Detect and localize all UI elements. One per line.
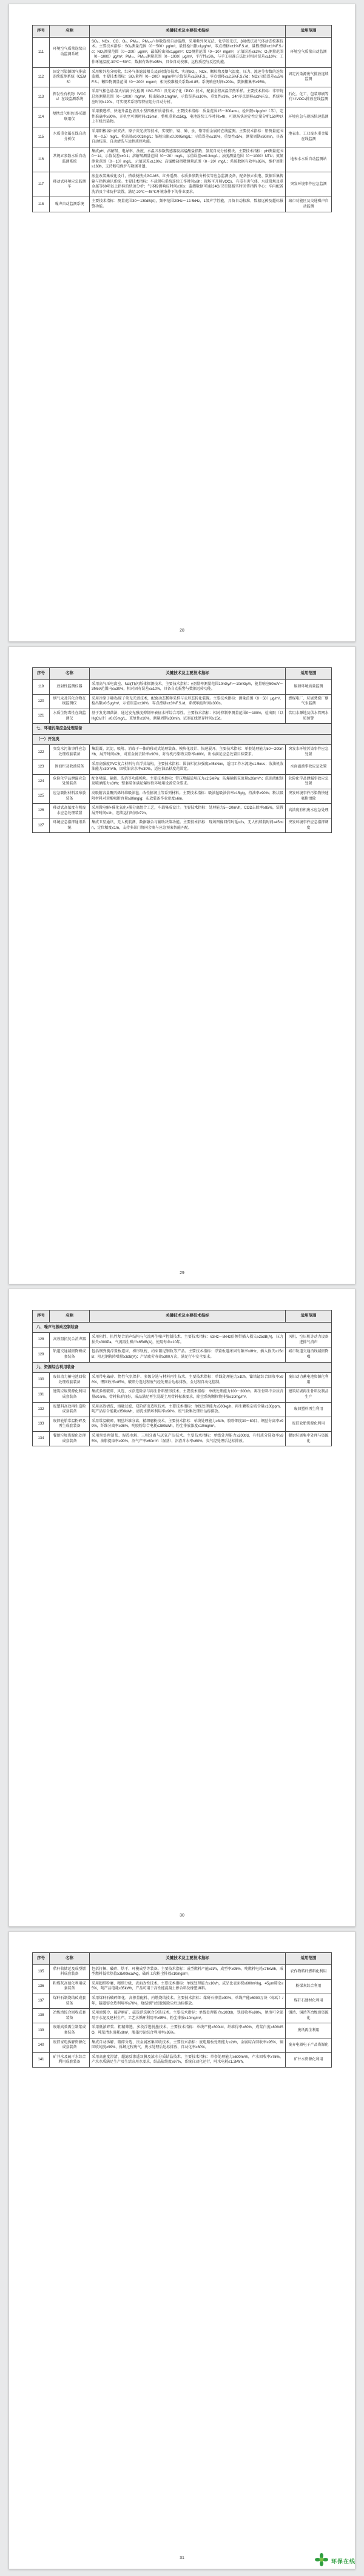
catalog-table [32, 1310, 332, 1446]
row-number-cell: 115 [33, 127, 50, 147]
name-cell: 高效阻抗复合消声器 [50, 1333, 90, 1347]
row-number-cell: 120 [33, 694, 50, 709]
watermark [314, 2552, 356, 2570]
name-cell: 移动式高浓度有机废水应急处理装置 [50, 804, 90, 818]
catalog-table [32, 667, 332, 833]
table-row [33, 1417, 332, 1431]
tech-spec-cell: 采用高气压电离室、NaI(Tl)闪烁体探测技术。主要技术指标：γ剂量率测量范围10nGy/h～10mGy/h，能量响应50keV～3MeV范围内≤±30%，相对固有误差≤±10%，具备自动报警与数据远传功能。 [90, 679, 286, 694]
tech-spec-cell: 底盘改装集成化设计，搭载便携式GC-MS、红外遥测、水质多参数分析仪等应急监测设备，配备独立供电、数据采集传输与指挥通讯系统。主要技术指标：车载供电系统连续工作时间≥8h；现场可开展VOCs、有毒有害气体、水质常规及重金属等60项以上指标的快速分析；气体检测响应时间≤30s；监测数据可通过4G/卫星链路实时回传指挥中心；车内配备洗消及个体防护装置，满足-20℃～45℃环境条件下的作业要求。 [90, 172, 286, 197]
name-cell: 环境空气质量连续自动监测系统 [50, 37, 90, 67]
row-number-cell: 118 [33, 197, 50, 212]
scope-cell: 钢渣、铜渣等冶炼渣资源化 [286, 2009, 332, 2023]
scope-cell: 突发环境事件应急指挥调度 [286, 818, 332, 833]
scope-cell: 危险化学品泄漏事故应急处置 [286, 774, 332, 789]
scope-cell: 粉煤灰综合利用 [286, 1979, 332, 1994]
name-cell: 噪声自动监测系统 [50, 197, 90, 212]
scope-cell: 餐厨垃圾集中处理与资源化 [286, 1431, 332, 1446]
tech-spec-cell: SO₂、NOx、CO、O₃、PM₁₀、PM₂.₅六参数连续自动监测，采用紫外荧光法、化学发光法、β射线法及气体动态校准技术。主要技术指标：SO₂测量范围（0～500）μg/m³，最低检出限≤1μg/m³，零点漂移≤±1%F.S./d，量程漂移≤±1%F.S./d；NO₂测量范围（0～200）μg/m³，最低检出限≤1μg/m³；CO测量范围（0～10）mg/m³，示值误差≤±2%；O₃测量范围（0～1000）μg/m³；PM₁₀、PM₂.₅测量范围（0～1000）μg/m³，平行性≤5%，与手工标准方法比对相对误差≤±10%；工作环境温度-30℃～50℃；数据有效率≥95%，具备自动校准、远程质控与反控功能。 [90, 37, 286, 67]
page [8, 1931, 356, 2569]
row-number-cell: 111 [33, 37, 50, 67]
header-row [33, 1310, 332, 1323]
name-cell: 煤矸石制烧结砖成套装备 [50, 1994, 90, 2008]
scope-cell: 突发水环境污染事件应急处置 [286, 745, 332, 760]
row-number-cell: 121 [33, 709, 50, 723]
scope-cell: 水面溢油事故应急处置 [286, 760, 332, 774]
tech-spec-cell: 集成pH、溶解氧、电导率、浊度、水温五参数传感器及高锰酸盐指数、氨氮自动分析模块。主要技术指标：pH测量范围0～14，示值误差≤±0.1；溶解氧测量范围（0～20）mg/L，示值误差≤±0.3mg/L；浊度测量范围（0～1000）NTU；氨氮测量范围（0～10）mg/L，示值误差≤±10%；高锰酸盐指数测量范围（0～20）mg/L；系统数据有效率≥95%，维护周期≥168h，支持断电保护与数据补遗。 [90, 147, 286, 172]
column-header: 关键技术及主要技术指标 [90, 1310, 286, 1323]
column-header: 适用范围 [286, 25, 332, 38]
tech-spec-cell: 采用气相色谱-氢火焰离子化检测（GC-FID）及光离子化（PID）技术，配套全程高温伴热采样。主要技术指标：非甲烷总烃测量范围（0～1000）mg/m³，检出限≤0.1mg/m³，示值误差≤±10%，重复性≤3%，24h零点漂移≤±3%F.S.，系统响应时间≤120s，可实现苯系物等特征组分自动分析。 [90, 87, 286, 107]
name-cell: 粉煤灰高值化利用成套装备 [50, 1979, 90, 1994]
name-cell: 矿井水及疏干水综合利用成套装备 [50, 2052, 90, 2067]
table-row [33, 760, 332, 774]
section-row [33, 724, 332, 735]
tech-spec-cell: 采用渣缓冷、破碎磨矿、磁选浮选联合分选技术。主要技术指标：单线处理能力≥100t/h，铁回收率≥90%，尾渣可全部用于水泥及建材生产，工艺水循环利用率≥95%，粉尘排放≤10mg/m³。 [90, 2009, 286, 2023]
scope-cell: 城市轨道交通沿线减振降噪 [286, 1347, 332, 1362]
row-number-cell: 122 [33, 745, 50, 760]
section-row [33, 1322, 332, 1333]
table-row [33, 709, 332, 723]
table-row [33, 2038, 332, 2052]
table-row [33, 1373, 332, 1387]
row-number-cell: 134 [33, 1431, 50, 1446]
section-title: 七、环境污染应急处理装备 [33, 724, 332, 735]
tech-spec-cell: 包括钢弹簧浮置板道床、梯形轨枕、约束阻尼钢轨等产品。主要技术指标：浮置板道床固有频率≤8Hz，插入损失≥15dB；阻尼钢轨降噪量≥3dB(A)；产品疲劳寿命≥300万次，满足行车安全要求。 [90, 1347, 286, 1362]
scope-cell: 地表水水质自动监测站 [286, 147, 332, 172]
table-row [33, 2009, 332, 2023]
tech-spec-cell: 采用煤矸石破碎细化、高掺量配料、内燃烧结技术。主要技术指标：煤矸石掺量≥90%，单线产能≥6000万块（标砖）/年，隧道窑余热利用率≥70%，烧结烟气经脱硫除尘后达标排放。 [90, 1994, 286, 2008]
tech-spec-cell: 集混凝、沉淀、吸附、消毒于一体的移动式处理装备，模块化设计、快速展开。主要技术指标：单套处理能力50～200m³/h，展开时间≤2h，对重金属去除率≥90%，对有机污染物去除率≥80%，出水满足应急处置目标要求。 [90, 745, 286, 760]
column-header: 序号 [33, 668, 50, 680]
name-cell: 挥发性有机物（VOCs）在线监测系统 [50, 87, 90, 107]
eco-flower-icon [314, 2552, 329, 2570]
scope-cell: 废弃电器电子产品资源化 [286, 2038, 332, 2052]
catalog-table [32, 1952, 332, 2068]
name-cell: 移动式环境应急监测车 [50, 172, 90, 197]
name-cell: 围油栏及收油装备 [50, 760, 90, 774]
scope-cell: 风机、空压机等动力设备进排气消声 [286, 1333, 332, 1347]
tech-spec-cell: 高吸附容量聚丙烯纤维吸油毡、改性膨润土等系列材料。主要技术指标：吸油毡吸油倍率≥15g/g，持油率≥90%；粉状吸附材料对苯酚吸附容量≥80mg/g；布放装备作业宽度≥6m。 [90, 789, 286, 803]
tech-spec-cell: 主要技术指标：测量范围30～130dB(A)，频率范围20Hz～12.5kHz，1级声学性能，具备自动校准、数据远传及超标报警功能。 [90, 197, 286, 212]
row-number-cell: 131 [33, 1387, 50, 1402]
tech-spec-cell: 采用超细粉磨、精细分级、表面改性技术。主要技术指标：单线处理能力≥10t/h，成品比表面积≥600m²/kg，45μm筛余≤5%，吨产品电耗≤35kWh，产品可用于高性能混凝土掺合料及橡塑填料。 [90, 1979, 286, 1994]
row-number-cell: 112 [33, 67, 50, 87]
row-number-cell: 125 [33, 789, 50, 803]
name-cell: 废塑料高效再生造粒成套装备 [50, 1402, 90, 1417]
name-cell: 危险化学品泄漏应急处置装备 [50, 774, 90, 789]
tech-spec-cell: 集成自动拆解、破碎分选、贵金属富集回收技术。主要技术指标：废电路板处理能力≥2t/h，金属综合回收率≥95%，铜回收纯度≥99%，拆解过程废气、废水处理后达标排放，自动化率≥80%。 [90, 2038, 286, 2052]
table-row [33, 1964, 332, 1979]
tech-spec-cell: 采用阻性、抗性复合消声结构与气流再生噪声控制技术。主要技术指标：63Hz～8kHz倍频带插入损失≥25dB(A)，压力损失≤300Pa，气流再生噪声≤65dB(A)，使用寿命≥10年。 [90, 1333, 286, 1347]
tech-spec-cell: 采用高效清洗、熔融过滤、双阶挤出造粒技术。主要技术指标：单线处理能力≥500kg/h，再生颗粒杂质含量≤100ppm，吨产品综合能耗≤350kWh，清洗水循环利用率≥90%，废气收集处理后达标排放。 [90, 1402, 286, 1417]
column-header: 名称 [50, 1953, 90, 1965]
table-row [33, 745, 332, 760]
header-row [33, 668, 332, 680]
scope-cell: 饮用水源地及供水管网水质预警 [286, 709, 332, 723]
scope-cell: 废纸再生利用 [286, 2023, 332, 2038]
tech-spec-cell: 配备堵漏、输转、洗消等功能模块。主要技术指标：带压堵漏适用压力≤2.5MPa；防爆输转泵流量≥20m³/h；洗消液配制及喷洒能力≥3t/h；整套装备满足爆炸性环境用设备安全要求。 [90, 774, 286, 789]
table-row [33, 774, 332, 789]
name-cell: 固定污染源烟气排放连续监测系统（CEMS） [50, 67, 90, 87]
tech-spec-cell: 采用常温破碎、钢丝纤维分离、精细磨粉技术。主要技术指标：单线处理能力≥3t/h，胶粉细度30～80目，钢丝分离率≥99%，纤维分离率≥98%，吨胶粉综合电耗≤280kWh，粉尘排放浓度≤10mg/m³。 [90, 1417, 286, 1431]
table-row [33, 679, 332, 694]
scope-cell: 废旧塑料再生利用 [286, 1402, 332, 1417]
table-row [33, 127, 332, 147]
tech-spec-cell: 基于发光细菌法，通过发光强度抑制率表征水样综合毒性。主要技术指标：相对抑制率测量范围0～100%，检出限（以HgCl₂计）≤0.05mg/L，重复性≤10%，测量周期≤30min，试剂在线保存时间≥15d。 [90, 709, 286, 723]
scope-cell: 环境应急与现场快速监测 [286, 107, 332, 127]
page [8, 646, 356, 1284]
name-cell: 废旧动力蓄电池回收处理成套装备 [50, 1373, 90, 1387]
column-header: 序号 [33, 1953, 50, 1965]
tech-spec-cell: 采用预处理制浆、湿热水解、三相分离与厌氧产沼技术。主要技术指标：单线处理能力≥200t/d，有机质分选效率≥95%，油脂提取率≥90%，沼气产率≥60m³/t（湿基），沼渣含水率≤60%，臭气经处理后达标排放。 [90, 1431, 286, 1446]
table-row [33, 2023, 332, 2038]
column-header: 关键技术及主要技术指标 [90, 1953, 286, 1965]
section-title: 九、资源综合利用装备 [33, 1362, 332, 1373]
table-row [33, 789, 332, 803]
scope-cell: 突发环境事件应急监测 [286, 172, 332, 197]
scope-cell: 地表水、工业废水重金属在线监测 [286, 127, 332, 147]
table-row [33, 1979, 332, 1994]
row-number-cell: 140 [33, 2038, 50, 2052]
scope-cell: 环境空气质量自动监测 [286, 37, 332, 67]
name-cell: 轨道交通减振降噪成套装备 [50, 1347, 90, 1362]
tech-spec-cell: 集成卫星通讯、无人机航测、数据融合与辅助决策功能。主要技术指标：现场图像回传时延≤2s，无人机续航时间≥45min，定位精度≤1m，支持多部门协同会商与应急预案智能匹配。 [90, 818, 286, 833]
table-row [33, 1347, 332, 1362]
name-cell: 便携式气相色谱-质谱联用仪 [50, 107, 90, 127]
row-number-cell: 127 [33, 818, 50, 833]
row-number-cell: 117 [33, 172, 50, 197]
scope-cell: 煤矸石建材化利用 [286, 1994, 332, 2008]
tech-spec-cell: 采用微电解+催化氧化+膜分离组合工艺，车载集成设计。主要技术指标：处理能力5～20m³/h，COD去除率≥85%，装置展开时间≤1h，连续运行时间≥72h。 [90, 804, 286, 818]
column-header: 名称 [50, 668, 90, 680]
name-cell: 常规五参数水质自动监测系统 [50, 147, 90, 172]
name-cell: 废纸高效再生制浆成套装备 [50, 2023, 90, 2038]
section-title: 八、噪声与振动控制装备 [33, 1322, 332, 1333]
tech-spec-cell: 包括打捆、破碎、烘干、环模成型等装备。主要技术指标：成型燃料产能≥3t/h，成型率≥95%，吨燃料电耗≤75kWh，成型燃料低位热值≥3500kcal/kg，破碎工段粉尘排放≤10mg/m³。 [90, 1964, 286, 1979]
name-cell: 环境应急指挥通讯系统 [50, 818, 90, 833]
tech-spec-cell: 采用阳极溶出伏安法、原子荧光法等技术，实现铅、镉、砷、汞、铬等重金属的在线监测。主要技术指标：铅测量范围（0～0.5）mg/L，检出限≤0.001mg/L；镉检出限≤0.0005mg/L；示值误差≤±10%，重复性≤5%，测量周期≤60min，具备自动校准、自动清洗与远程质控功能。 [90, 127, 286, 147]
row-number-cell: 116 [33, 147, 50, 172]
tech-spec-cell: 采用高强度PVC复合材料与自浮式结构。主要技术指标：围油栏抗拉强度≥45kN/m，适用工作水流速≤1.5m/s；收油机收油能力≥30m³/h，回收油含水率≤30%，适应油品粘度范围宽。 [90, 760, 286, 774]
row-number-cell: 141 [33, 2052, 50, 2067]
column-header: 名称 [50, 25, 90, 38]
section-title: （一）开发类 [33, 734, 332, 745]
table-row [33, 107, 332, 127]
section-row [33, 1362, 332, 1373]
row-number-cell: 128 [33, 1333, 50, 1347]
row-number-cell: 132 [33, 1402, 50, 1417]
scope-cell: 建筑垃圾再生骨料及制品生产 [286, 1387, 332, 1402]
row-number-cell: 133 [33, 1417, 50, 1431]
table-row [33, 818, 332, 833]
scope-cell: 废旧动力蓄电池资源化利用 [286, 1373, 332, 1387]
scope-cell: 高浓度有机废水应急处理 [286, 804, 332, 818]
scope-cell: 农作物秸秆燃料化利用 [286, 1964, 332, 1979]
column-header: 序号 [33, 1310, 50, 1323]
name-cell: 突发水污染事件应急处理成套装备 [50, 745, 90, 760]
row-number-cell: 126 [33, 804, 50, 818]
table-row [33, 67, 332, 87]
row-number-cell: 119 [33, 679, 50, 694]
name-cell: 应急吸附材料及布放装备 [50, 789, 90, 803]
table-row [33, 804, 332, 818]
page [8, 4, 356, 642]
header-row [33, 1953, 332, 1965]
page [8, 1289, 356, 1927]
name-cell: 废旧家电拆解资源化成套装备 [50, 2038, 90, 2052]
page-number: 30 [180, 1913, 184, 1918]
column-header: 关键技术及主要技术指标 [90, 25, 286, 38]
table-row [33, 1333, 332, 1347]
catalog-table [32, 25, 332, 212]
name-cell: 放射性监测仪器 [50, 679, 90, 694]
table-row [33, 2052, 332, 2067]
scope-cell: 矿井水资源化利用 [286, 2052, 332, 2067]
header-row [33, 25, 332, 38]
column-header: 适用范围 [286, 1953, 332, 1965]
row-number-cell: 139 [33, 2023, 50, 2038]
column-header: 序号 [33, 25, 50, 38]
tech-spec-cell: 采用紫外差分吸收、红外气体滤波相关及β射线等技术，实现SO₂、NOx、颗粒物及烟气温度、压力、流速等参数的连续监测。主要技术指标：SO₂量程（0～200）mg/m³时示值误差≤±5%F.S.，零点漂移≤±2.5%F.S./7d；NOx示值误差≤±5%F.S.；颗粒物测量范围（0～200）mg/m³，相关校准相关系数≥0.85；系统响应时间≤200s，数据捕集率≥95%。 [90, 67, 286, 87]
tech-spec-cell: 集成多级破碎、风选、水浮选除杂与再生骨料整形技术。主要技术指标：单线处理能力100～300t/h，再生骨料中杂质含量≤0.5%，骨料粒形良好，成品满足再生混凝土用骨料标准要求，除尘系统颗粒物排放≤10mg/m³。 [90, 1387, 286, 1402]
row-number-cell: 129 [33, 1347, 50, 1362]
watermark-text: 环保在线 [331, 2558, 356, 2564]
table-row [33, 37, 332, 67]
name-cell: 废旧轮胎常温粉碎及再生成套装备 [50, 1417, 90, 1431]
table-row [33, 1387, 332, 1402]
tech-spec-cell: 采用带电破碎、惰性气氛保护、多级分选与材料再生技术。主要技术指标：单线处理能力≥1t/h，镍钴锰综合回收率≥98%，锂回收率≥85%，破碎分选过程废气经处理后达标排放，全过程自动化控制。 [90, 1373, 286, 1387]
name-cell: 烟气汞及其化合物在线监测仪 [50, 694, 90, 709]
scope-cell: 燃煤电厂、垃圾焚烧厂烟气汞监测 [286, 694, 332, 709]
tech-spec-cell: 采用高密度澄清、超滤反渗透双膜及浓水分质结晶技术。主要技术指标：单套处理能力≥500m³/h，产水回收率≥75%，产水水质满足生产及生活杂用水要求，结晶盐纯度≥97%，系统自动化运行，吨水电耗≤1.2kWh。 [90, 2052, 286, 2067]
scope-cell: 废旧轮胎资源化利用 [286, 1417, 332, 1431]
table-row [33, 1402, 332, 1417]
table-row [33, 147, 332, 172]
row-number-cell: 136 [33, 1979, 50, 1994]
row-number-cell: 114 [33, 107, 50, 127]
name-cell: 秸秆收储运及成型燃料成套装备 [50, 1964, 90, 1979]
name-cell: 冶炼渣综合回收成套装备 [50, 2009, 90, 2023]
tech-spec-cell: 采用膜进样、快速升温色谱及小型四极杆质谱技术。主要技术指标：质量范围15～300amu，检出限≤1μg/m³（苯），定性准确率≥90%，开机至可测时间≤15min，整机重量≤15kg，电池连续工作时间≥4h，可现场快速定性定量分析150种以上有机污染物。 [90, 107, 286, 127]
scope-cell: 城市功能区及交通噪声自动监测 [286, 197, 332, 212]
table-row [33, 197, 332, 212]
page-number: 28 [180, 629, 184, 633]
column-header: 适用范围 [286, 668, 332, 680]
name-cell: 水质重金属在线自动分析仪 [50, 127, 90, 147]
column-header: 适用范围 [286, 1310, 332, 1323]
section-row [33, 734, 332, 745]
page-number: 29 [180, 1271, 184, 1275]
row-number-cell: 135 [33, 1964, 50, 1979]
table-row [33, 1994, 332, 2008]
table-row [33, 87, 332, 107]
scope-cell: 固定污染源废气排放连续监测 [286, 67, 332, 87]
row-number-cell: 123 [33, 760, 50, 774]
table-row [33, 1431, 332, 1446]
tech-spec-cell: 采用冷原子吸收/原子荧光光谱技术，配套动态稀释采样与汞形态转化装置。主要技术指标：测量范围（0～50）μg/m³，检出限≤0.5μg/m³，示值误差≤±10%，零点漂移≤±3%F.S./d，系统响应时间≤300s。 [90, 694, 286, 709]
page-number: 31 [180, 2556, 184, 2560]
name-cell: 餐厨垃圾资源化处理成套装备 [50, 1431, 90, 1446]
tech-spec-cell: 采用低浓碎浆、粗精筛选、多段浮选脱墨技术。主要技术指标：单线产能≥300t/d，纤维得率≥80%，成浆白度≥80%ISO，吨浆清水消耗≤8m³，脱墨污泥综合利用率≥95%。 [90, 2023, 286, 2038]
column-header: 关键技术及主要技术指标 [90, 668, 286, 680]
row-number-cell: 137 [33, 1994, 50, 2008]
row-number-cell: 138 [33, 2009, 50, 2023]
name-cell: 建筑垃圾资源化利用成套装备 [50, 1387, 90, 1402]
row-number-cell: 130 [33, 1373, 50, 1387]
scope-cell: 辐射环境质量监测 [286, 679, 332, 694]
scope-cell: 石化、化工、包装印刷等行业VOCs排放在线监测 [286, 87, 332, 107]
name-cell: 水质生物毒性在线监测仪 [50, 709, 90, 723]
table-row [33, 172, 332, 197]
row-number-cell: 124 [33, 774, 50, 789]
scope-cell: 突发环境事件污染物快速吸附清除 [286, 789, 332, 803]
row-number-cell: 113 [33, 87, 50, 107]
table-row [33, 694, 332, 709]
column-header: 名称 [50, 1310, 90, 1323]
